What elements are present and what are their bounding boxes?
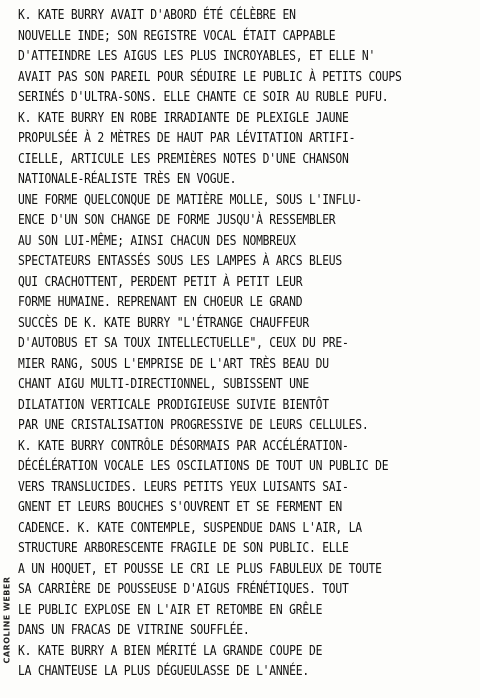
text-line: VERS TRANSLUCIDES. LEURS PETITS YEUX LUISANTS SAI- <box>18 479 349 495</box>
text-line: A UN HOQUET, ET POUSSE LE CRI LE PLUS FABULEUX DE TOUTE <box>18 561 382 577</box>
text-line: K. KATE BURRY AVAIT D'ABORD ÉTÉ CÉLÈBRE EN <box>18 8 296 23</box>
text-line: LA CHANTEUSE LA PLUS DÉGUEULASSE DE L'ANNÉE. <box>18 664 309 679</box>
text-line: CHANT AIGU MULTI-DIRECTIONNEL, SUBISSENT UNE <box>18 377 309 392</box>
text-line: DILATATION VERTICALE PRODIGIEUSE SUIVIE BIENTÔT <box>18 397 329 413</box>
text-line: SA CARRIÈRE DE POUSSEUSE D'AIGUS FRÉNÉTIQUES. TOUT <box>18 582 349 597</box>
artist-signature <box>0 560 14 680</box>
text-line: LE PUBLIC EXPLOSE EN L'AIR ET RETOMBE EN GRÊLE <box>18 602 323 618</box>
text-line: STRUCTURE ARBORESCENTE FRAGILE DE SON PUBLIC. ELLE <box>18 541 349 556</box>
text-line: SPECTATEURS ENTASSÉS SOUS LES LAMPES À ARCS BLEUS <box>18 254 343 269</box>
text-line: PROPULSÉE À 2 MÈTRES DE HAUT PAR LÉVITATION ARTIFI- <box>18 131 356 146</box>
text-line: K. KATE BURRY EN ROBE IRRADIANTE DE PLEXIGLE JAUNE <box>18 110 349 126</box>
text-line: K. KATE BURRY CONTRÔLE DÉSORMAIS PAR ACCÉLÉRATION- <box>18 438 349 454</box>
text-line: CIELLE, ARTICULE LES PREMIÈRES NOTES D'UNE CHANSON <box>18 151 349 167</box>
text-line: QUI CRACHOTTENT, PERDENT PETIT À PETIT LEUR <box>18 274 303 290</box>
text-line: K. KATE BURRY A BIEN MÉRITÉ LA GRANDE COUPE DE <box>18 643 323 659</box>
text-line: SERINÉS D'ULTRA-SONS. ELLE CHANTE CE SOIR AU RUBLE PUFU. <box>18 90 389 105</box>
text-line: PAR UNE CRISTALISATION PROGRESSIVE DE LEURS CELLULES. <box>18 418 369 433</box>
text-line: D'ATTEINDRE LES AIGUS LES PLUS INCROYABLES, ET ELLE N' <box>18 49 376 64</box>
text-line: NATIONALE-RÉALISTE TRÈS EN VOGUE. <box>18 172 237 187</box>
text-line: ENCE D'UN SON CHANGE DE FORME JUSQU'À RESSEMBLER <box>18 213 336 228</box>
text-line: GNENT ET LEURS BOUCHES S'OUVRENT ET SE FERMENT EN <box>18 500 343 515</box>
signature-text: CAROLINE WEBER <box>2 576 12 664</box>
text-line: CADENCE. K. KATE CONTEMPLE, SUSPENDUE DANS L'AIR, LA <box>18 520 362 536</box>
text-line: NOUVELLE INDE; SON REGISTRE VOCAL ÉTAIT CAPPABLE <box>18 28 336 44</box>
handwritten-text-block <box>18 6 470 683</box>
text-line: AU SON LUI-MÊME; AINSI CHACUN DES NOMBREUX <box>18 233 296 249</box>
text-line: UNE FORME QUELCONQUE DE MATIÈRE MOLLE, SOUS L'INFLU- <box>18 192 362 208</box>
text-line: MIER RANG, SOUS L'EMPRISE DE L'ART TRÈS BEAU DU <box>18 356 329 372</box>
text-line: D'AUTOBUS ET SA TOUX INTELLECTUELLE", CEUX DU PRE- <box>18 336 349 351</box>
text-line: DÉCÉLÉRATION VOCALE LES OSCILATIONS DE TOUT UN PUBLIC DE <box>18 459 389 474</box>
text-line: FORME HUMAINE. REPRENANT EN CHOEUR LE GRAND <box>18 295 303 310</box>
text-line: AVAIT PAS SON PAREIL POUR SÉDUIRE LE PUBLIC À PETITS COUPS <box>18 69 402 85</box>
text-line: DANS UN FRACAS DE VITRINE SOUFFLÉE. <box>18 623 250 638</box>
text-line: SUCCÈS DE K. KATE BURRY "L'ÉTRANGE CHAUFFEUR <box>18 315 309 331</box>
